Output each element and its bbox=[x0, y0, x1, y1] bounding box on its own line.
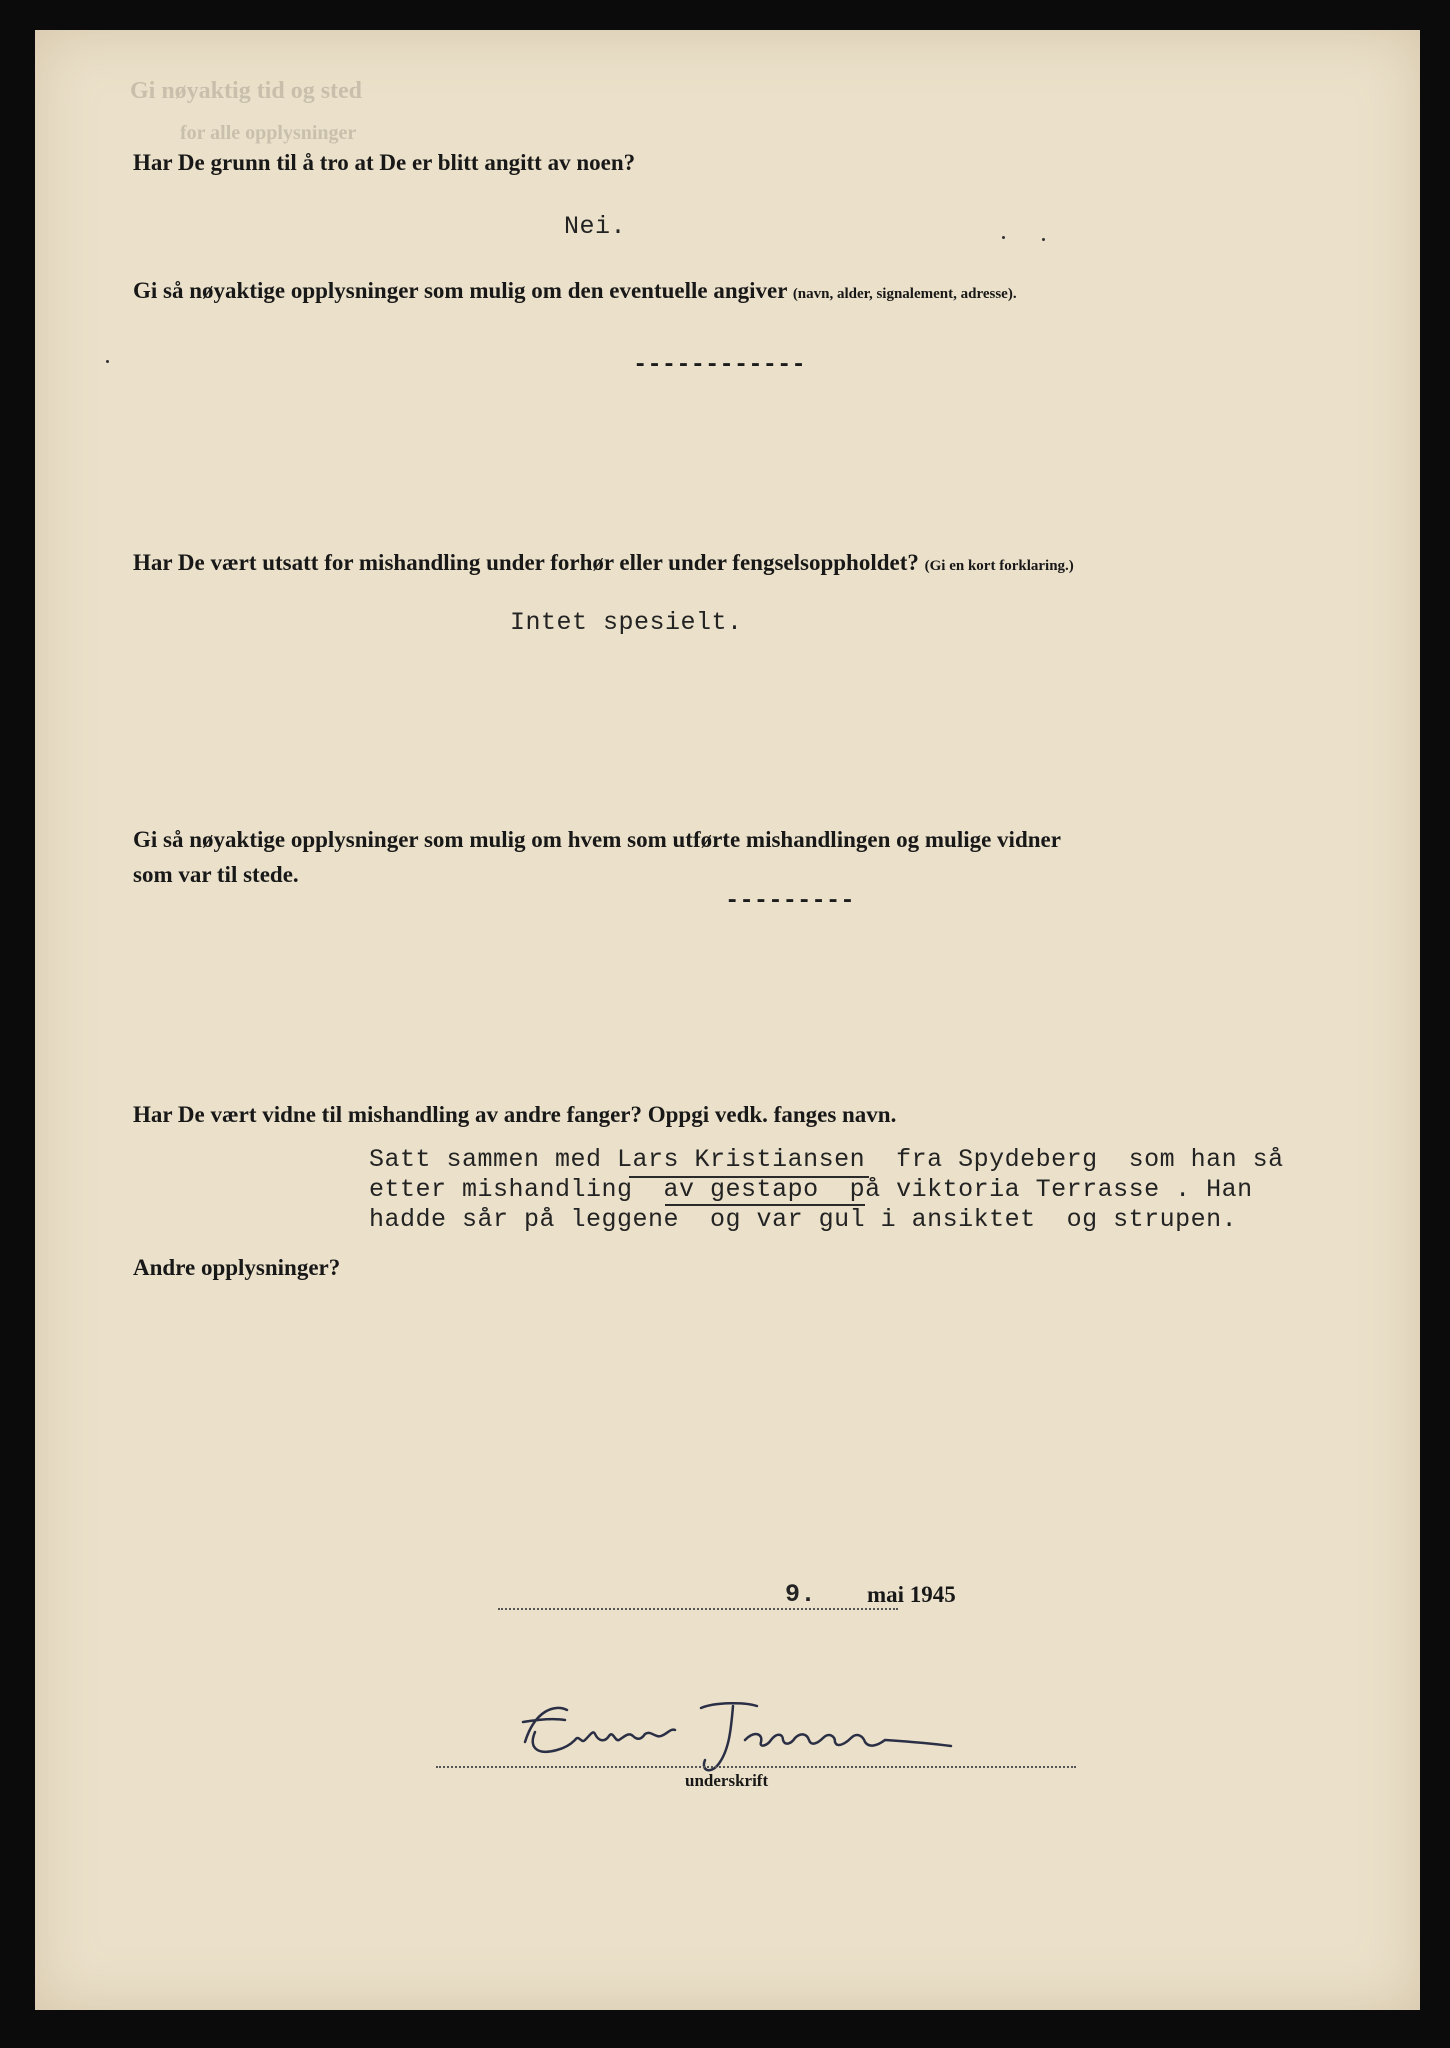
underline-name bbox=[629, 1176, 869, 1178]
ghost-header: Gi nøyaktig tid og sted bbox=[130, 78, 363, 104]
speck bbox=[1042, 238, 1045, 241]
answer-witness-line3: hadde sår på leggene og var gul i ansiktet og strupen. bbox=[369, 1205, 1238, 1234]
question-abuse bbox=[133, 550, 1074, 576]
signature-label: underskrift bbox=[685, 1771, 769, 1790]
question-informer: Har De grunn til å tro at De er blitt angitt av noen? bbox=[133, 150, 636, 175]
speck bbox=[106, 360, 109, 363]
dash-line-1: ------------ bbox=[633, 352, 806, 379]
document-page bbox=[35, 30, 1420, 2010]
question-witness: Har De vært vidne til mishandling av andre fanger? Oppgi vedk. fanges navn. bbox=[133, 1102, 897, 1127]
question-perpetrators-line2: som var til stede. bbox=[133, 862, 299, 887]
answer-abuse: Intet spesielt. bbox=[510, 608, 743, 637]
date-day: 9. bbox=[785, 1580, 817, 1609]
question-abuse-note: (Gi en kort forklaring.) bbox=[924, 558, 1074, 574]
question-informer-details-note: (navn, alder, signalement, adresse). bbox=[792, 286, 1017, 302]
question-abuse-text: Har De vært utsatt for mishandling under forhør eller under fengselsoppholdet? bbox=[133, 550, 919, 575]
ghost-header-2: for alle opplysninger bbox=[180, 122, 357, 144]
date-dotted-line bbox=[498, 1608, 898, 1610]
question-informer-details-text: Gi så nøyaktige opplysninger som mulig om den eventuelle angiver bbox=[133, 278, 788, 303]
underline-gestapo bbox=[665, 1204, 865, 1206]
date-month-year: mai 1945 bbox=[867, 1582, 956, 1607]
answer-witness-line2: etter mishandling av gestapo på viktoria Terrasse . Han bbox=[369, 1175, 1253, 1204]
answer-informer: Nei. bbox=[564, 212, 627, 241]
dash-line-2: --------- bbox=[725, 888, 855, 915]
speck bbox=[1002, 236, 1005, 239]
question-informer-details bbox=[133, 278, 1017, 304]
answer-witness-line1: Satt sammen med Lars Kristiansen fra Spydeberg som han så bbox=[369, 1145, 1284, 1174]
signature-dotted-line bbox=[436, 1766, 1076, 1768]
question-other-info: Andre opplysninger? bbox=[133, 1255, 341, 1280]
question-perpetrators-line1: Gi så nøyaktige opplysninger som mulig om hvem som utførte mishandlingen og mulige vidner bbox=[133, 827, 1061, 852]
